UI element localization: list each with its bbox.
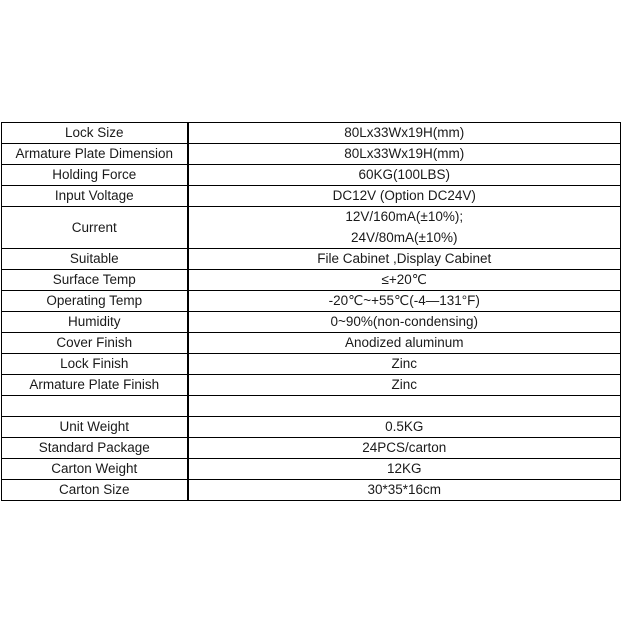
spec-label: Operating Temp xyxy=(2,291,188,312)
spec-label: Input Voltage xyxy=(2,186,188,207)
spec-value: ≤+20℃ xyxy=(188,270,621,291)
spec-label: Humidity xyxy=(2,312,188,333)
spec-label: Cover Finish xyxy=(2,333,188,354)
spec-label: Unit Weight xyxy=(2,417,188,438)
table-row xyxy=(2,417,621,438)
spec-value xyxy=(188,396,621,417)
table-row xyxy=(2,144,621,165)
spec-value: 80Lx33Wx19H(mm) xyxy=(188,123,621,144)
spec-value: 80Lx33Wx19H(mm) xyxy=(188,144,621,165)
table-row xyxy=(2,207,621,249)
spec-value: 60KG(100LBS) xyxy=(188,165,621,186)
spec-value: -20℃~+55℃(-4—131°F) xyxy=(188,291,621,312)
spec-value: Zinc xyxy=(188,354,621,375)
spec-table xyxy=(1,122,621,501)
table-row xyxy=(2,375,621,396)
spec-value: 12KG xyxy=(188,459,621,480)
table-row xyxy=(2,270,621,291)
table-row xyxy=(2,459,621,480)
spec-label: Lock Finish xyxy=(2,354,188,375)
spec-label: Suitable xyxy=(2,249,188,270)
table-row xyxy=(2,333,621,354)
spec-label: Carton Size xyxy=(2,480,188,501)
table-row xyxy=(2,186,621,207)
table-row xyxy=(2,165,621,186)
table-row xyxy=(2,291,621,312)
spec-label: Holding Force xyxy=(2,165,188,186)
table-row xyxy=(2,312,621,333)
table-row xyxy=(2,438,621,459)
spec-label xyxy=(2,396,188,417)
spec-value: Anodized aluminum xyxy=(188,333,621,354)
spec-value: Zinc xyxy=(188,375,621,396)
spec-value: DC12V (Option DC24V) xyxy=(188,186,621,207)
spec-label: Armature Plate Dimension xyxy=(2,144,188,165)
table-row xyxy=(2,249,621,270)
spec-label: Surface Temp xyxy=(2,270,188,291)
spec-value xyxy=(188,207,621,249)
spec-label: Current xyxy=(2,207,188,249)
spec-label: Standard Package xyxy=(2,438,188,459)
spec-value: 0~90%(non-condensing) xyxy=(188,312,621,333)
spec-value: 24PCS/carton xyxy=(188,438,621,459)
spec-value: 0.5KG xyxy=(188,417,621,438)
spec-value: File Cabinet ,Display Cabinet xyxy=(188,249,621,270)
spec-value-line: 12V/160mA(±10%); xyxy=(345,209,464,224)
spec-label: Lock Size xyxy=(2,123,188,144)
spec-value-line: 24V/80mA(±10%) xyxy=(351,229,458,245)
table-row xyxy=(2,354,621,375)
empty-row xyxy=(2,396,621,417)
spec-label: Carton Weight xyxy=(2,459,188,480)
table-row xyxy=(2,480,621,501)
spec-value: 30*35*16cm xyxy=(188,480,621,501)
table-row xyxy=(2,123,621,144)
spec-label: Armature Plate Finish xyxy=(2,375,188,396)
